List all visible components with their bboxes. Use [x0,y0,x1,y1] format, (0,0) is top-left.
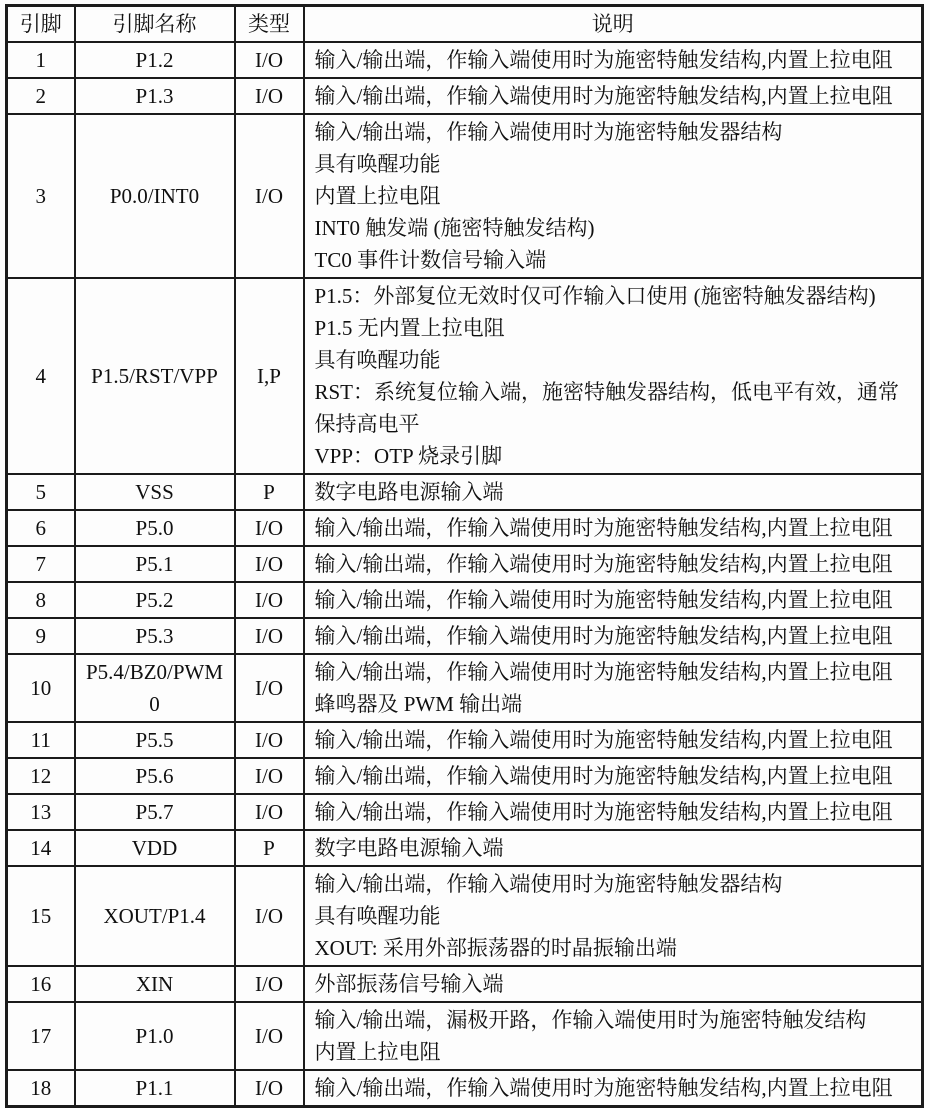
pin-description-cell [304,794,923,830]
description-line: RST：系统复位输入端，施密特触发器结构，低电平有效，通常保持高电平 [314,380,900,436]
description-line: XOUT: 采用外部振荡器的时晶振输出端 [314,936,677,960]
description-line: 输入/输出端，作输入端使用时为施密特触发结构,内置上拉电阻 [314,624,893,648]
table-row [7,866,923,966]
table-row [7,1002,923,1070]
pin-type-cell: I/O [235,966,304,1002]
pin-description-cell [304,1002,923,1070]
description-line: 具有唤醒功能 [314,904,441,928]
pin-type-cell: I,P [235,278,304,474]
pin-description-cell [304,474,923,510]
table-row [7,78,923,114]
pin-type-cell: P [235,830,304,866]
pin-type-cell: I/O [235,618,304,654]
pin-description-cell [304,546,923,582]
description-line: 输入/输出端，作输入端使用时为施密特触发结构,内置上拉电阻 [314,1076,893,1100]
description-line: P1.5 无内置上拉电阻 [314,316,505,340]
pin-number-cell: 9 [7,618,75,654]
table-row [7,830,923,866]
description-line: 具有唤醒功能 [314,348,441,372]
column-header-pin: 引脚 [7,6,75,43]
table-row [7,1070,923,1107]
pin-number-cell: 3 [7,114,75,278]
pin-description-table [5,4,924,1108]
pin-type-cell: I/O [235,654,304,722]
pin-name-cell: P5.0 [75,510,235,546]
description-line: 蜂鸣器及 PWM 输出端 [314,692,523,716]
pin-name-cell: P1.1 [75,1070,235,1107]
pin-number-cell: 2 [7,78,75,114]
pin-name-cell: P5.6 [75,758,235,794]
table-row [7,114,923,278]
pin-number-cell: 7 [7,546,75,582]
description-line: 输入/输出端，作输入端使用时为施密特触发结构,内置上拉电阻 [314,48,893,72]
description-line: 内置上拉电阻 [314,184,441,208]
pin-name-cell: XIN [75,966,235,1002]
pin-name-cell: P5.3 [75,618,235,654]
table-row [7,966,923,1002]
table-row [7,618,923,654]
pin-number-cell: 8 [7,582,75,618]
table-row [7,546,923,582]
pin-name-cell: P0.0/INT0 [75,114,235,278]
table-row [7,722,923,758]
description-line: 输入/输出端，作输入端使用时为施密特触发结构,内置上拉电阻 [314,764,893,788]
column-header-type: 类型 [235,6,304,43]
pin-number-cell: 10 [7,654,75,722]
pin-description-cell [304,654,923,722]
description-line: 输入/输出端，漏极开路，作输入端使用时为施密特触发结构 [314,1008,867,1032]
pin-name-cell: P5.5 [75,722,235,758]
table-row [7,582,923,618]
pin-number-cell: 16 [7,966,75,1002]
description-line: 输入/输出端，作输入端使用时为施密特触发结构,内置上拉电阻 [314,84,893,108]
description-line: INT0 触发端 (施密特触发结构) [314,216,595,240]
pin-name-cell: P1.5/RST/VPP [75,278,235,474]
description-line: 输入/输出端，作输入端使用时为施密特触发器结构 [314,872,783,896]
pin-number-cell: 13 [7,794,75,830]
pin-number-cell: 15 [7,866,75,966]
pin-name-cell: P1.2 [75,42,235,78]
pin-number-cell: 18 [7,1070,75,1107]
table-row [7,474,923,510]
pin-type-cell: I/O [235,510,304,546]
pin-description-cell [304,582,923,618]
pin-type-cell: I/O [235,42,304,78]
table-row [7,510,923,546]
description-line: 数字电路电源输入端 [314,836,504,860]
pin-name-cell: VDD [75,830,235,866]
description-line: TC0 事件计数信号输入端 [314,248,547,272]
pin-number-cell: 14 [7,830,75,866]
column-header-name: 引脚名称 [75,6,235,43]
table-row [7,794,923,830]
pin-type-cell: I/O [235,794,304,830]
description-line: 内置上拉电阻 [314,1040,441,1064]
pin-type-cell: I/O [235,78,304,114]
pin-number-cell: 5 [7,474,75,510]
pin-name-cell: P5.2 [75,582,235,618]
pin-type-cell: I/O [235,582,304,618]
pin-description-cell [304,42,923,78]
pin-description-cell [304,866,923,966]
pin-number-cell: 1 [7,42,75,78]
pin-description-cell [304,758,923,794]
description-line: P1.5：外部复位无效时仅可作输入口使用 (施密特触发器结构) [314,284,876,308]
description-line: 输入/输出端，作输入端使用时为施密特触发器结构 [314,120,783,144]
pin-name-cell: P5.4/BZ0/PWM0 [75,654,235,722]
pin-type-cell: I/O [235,114,304,278]
pin-name-cell: P1.0 [75,1002,235,1070]
pin-number-cell: 17 [7,1002,75,1070]
pin-type-cell: I/O [235,722,304,758]
pin-number-cell: 4 [7,278,75,474]
column-header-description: 说明 [304,6,923,43]
pin-number-cell: 6 [7,510,75,546]
pin-description-cell [304,722,923,758]
description-line: 外部振荡信号输入端 [314,972,504,996]
pin-name-cell: VSS [75,474,235,510]
pin-description-cell [304,114,923,278]
description-line: 输入/输出端，作输入端使用时为施密特触发结构,内置上拉电阻 [314,660,893,684]
description-line: 具有唤醒功能 [314,152,441,176]
pin-type-cell: I/O [235,866,304,966]
pin-type-cell: P [235,474,304,510]
table-body [7,42,923,1107]
pin-name-cell: P5.1 [75,546,235,582]
description-line: 输入/输出端，作输入端使用时为施密特触发结构,内置上拉电阻 [314,800,893,824]
table-row [7,758,923,794]
pin-description-cell [304,618,923,654]
description-line: 输入/输出端，作输入端使用时为施密特触发结构,内置上拉电阻 [314,588,893,612]
table-row [7,278,923,474]
table-row [7,654,923,722]
pin-description-cell [304,830,923,866]
description-line: 数字电路电源输入端 [314,480,504,504]
pin-type-cell: I/O [235,1002,304,1070]
pin-number-cell: 12 [7,758,75,794]
pin-name-cell: P5.7 [75,794,235,830]
pin-type-cell: I/O [235,546,304,582]
pin-name-cell: XOUT/P1.4 [75,866,235,966]
pin-type-cell: I/O [235,758,304,794]
description-line: 输入/输出端，作输入端使用时为施密特触发结构,内置上拉电阻 [314,552,893,576]
pin-name-cell: P1.3 [75,78,235,114]
table-row [7,42,923,78]
table-header-row [7,6,923,43]
pin-description-cell [304,78,923,114]
pin-description-cell [304,966,923,1002]
description-line: 输入/输出端，作输入端使用时为施密特触发结构,内置上拉电阻 [314,728,893,752]
pin-description-cell [304,510,923,546]
description-line: 输入/输出端，作输入端使用时为施密特触发结构,内置上拉电阻 [314,516,893,540]
pin-description-cell [304,278,923,474]
description-line: VPP：OTP 烧录引脚 [314,444,503,468]
pin-description-cell [304,1070,923,1107]
pin-number-cell: 11 [7,722,75,758]
pin-type-cell: I/O [235,1070,304,1107]
